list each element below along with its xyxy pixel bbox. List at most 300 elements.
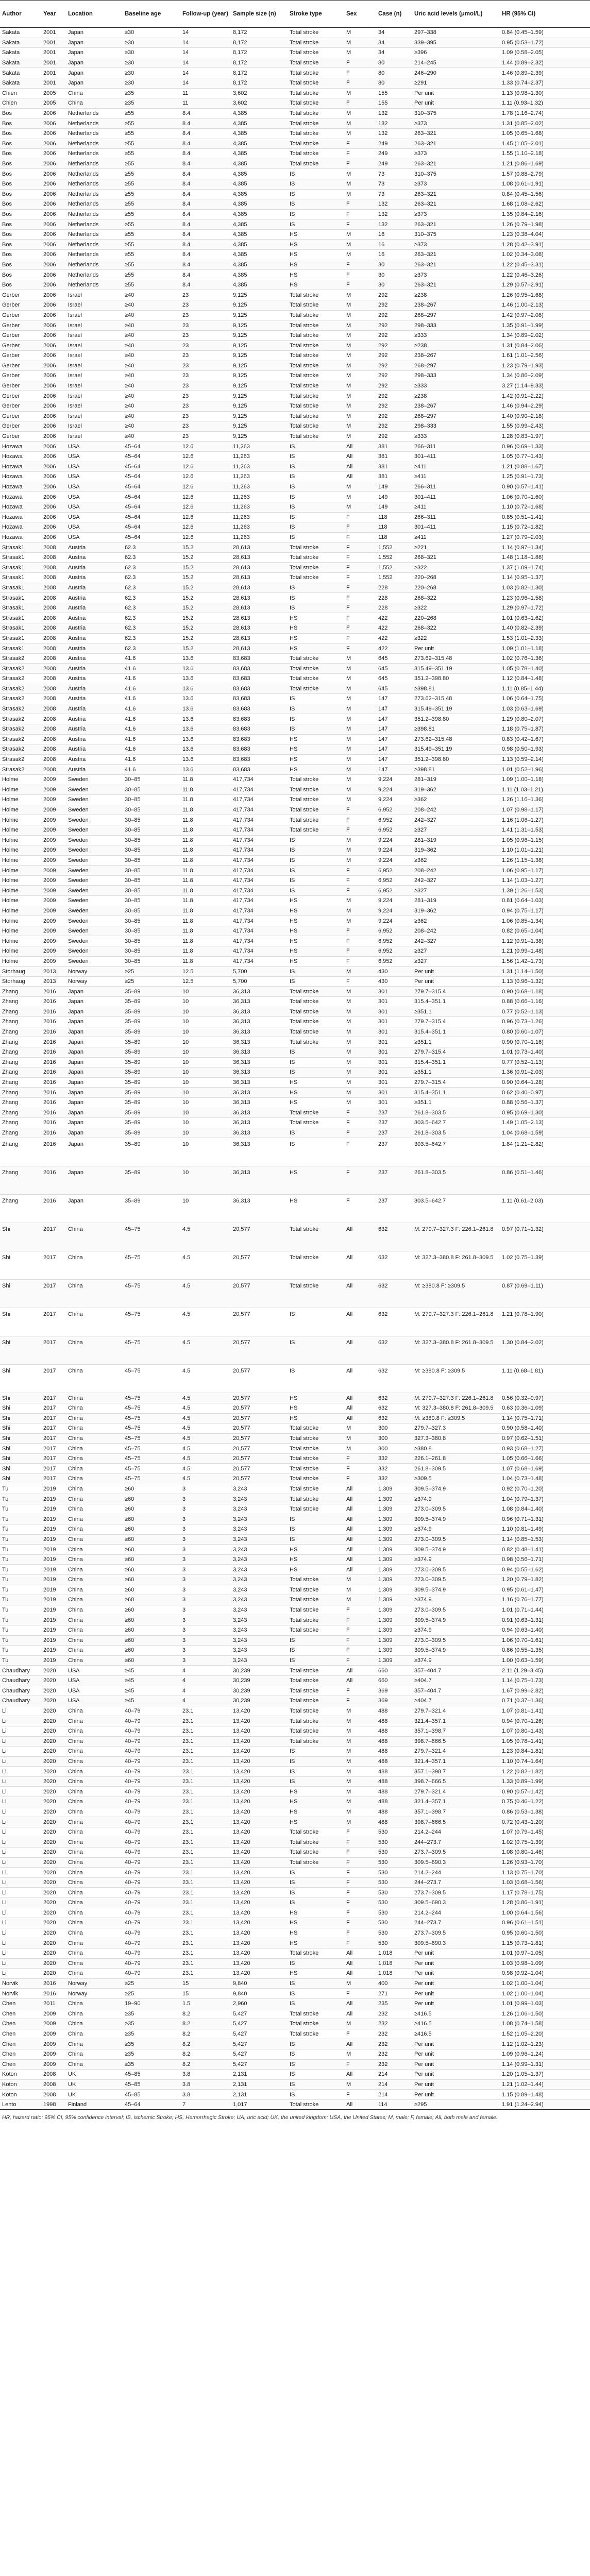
table-row: [0, 1017, 590, 1027]
cell-location: China: [66, 1615, 123, 1625]
cell-baseline-age: ≥40: [123, 361, 180, 371]
table-row: [0, 1928, 590, 1938]
cell-year: 2020: [41, 1958, 66, 1969]
cell-year: 2008: [41, 643, 66, 654]
cell-uric-acid: Per unit: [412, 2090, 500, 2100]
table-row: [0, 754, 590, 765]
cell-location: China: [66, 2019, 123, 2029]
cell-year: 2009: [41, 936, 66, 946]
table-row: [0, 48, 590, 58]
cell-follow-up: 3: [180, 1494, 231, 1504]
cell-stroke-type: Total stroke: [288, 2009, 344, 2019]
cell-author: Tu: [0, 1605, 41, 1615]
cell-location: Sweden: [66, 906, 123, 916]
cell-hr: 1.05 (0.78–1.41): [500, 1736, 590, 1747]
cell-stroke-type: Total stroke: [288, 1736, 344, 1747]
cell-follow-up: 11.8: [180, 946, 231, 957]
cell-baseline-age: ≥60: [123, 1534, 180, 1545]
cell-author: Zhang: [0, 1047, 41, 1057]
table-row: [0, 916, 590, 926]
table-row: [0, 1958, 590, 1969]
cell-location: Austria: [66, 623, 123, 634]
cell-baseline-age: 41.6: [123, 694, 180, 704]
cell-hr: 1.29 (0.57–2.91): [500, 280, 590, 290]
cell-year: 2009: [41, 916, 66, 926]
cell-author: Tu: [0, 1625, 41, 1635]
cell-year: 2016: [41, 1037, 66, 1047]
table-row: [0, 1514, 590, 1524]
cell-follow-up: 12.6: [180, 512, 231, 522]
cell-case: 114: [376, 2099, 412, 2110]
cell-uric-acid: ≥362: [412, 916, 500, 926]
cell-case: 232: [376, 2049, 412, 2059]
cell-location: Finland: [66, 2099, 123, 2110]
cell-year: 2009: [41, 815, 66, 825]
table-body: [0, 28, 590, 2110]
cell-baseline-age: 45–64: [123, 492, 180, 502]
cell-stroke-type: IS: [288, 2039, 344, 2049]
cell-baseline-age: 45–64: [123, 522, 180, 533]
cell-hr: 1.06 (0.85–1.34): [500, 916, 590, 926]
cell-follow-up: 13.6: [180, 674, 231, 684]
cell-hr: 1.40 (0.90–2.18): [500, 411, 590, 421]
table-row: [0, 1403, 590, 1413]
cell-case: 9,224: [376, 896, 412, 906]
cell-year: 2016: [41, 1138, 66, 1166]
cell-year: 2016: [41, 997, 66, 1007]
cell-sample-size: 8,172: [231, 58, 288, 68]
cell-hr: 1.07 (0.81–1.41): [500, 1706, 590, 1716]
cell-hr: 1.01 (0.52–1.96): [500, 765, 590, 775]
cell-location: Japan: [66, 1088, 123, 1098]
table-row: [0, 815, 590, 825]
table-row: [0, 2079, 590, 2090]
table-row: [0, 371, 590, 381]
cell-hr: 0.94 (0.70–1.26): [500, 1716, 590, 1726]
cell-location: UK: [66, 2070, 123, 2080]
cell-author: Shi: [0, 1444, 41, 1454]
cell-uric-acid: 261.8–309.5: [412, 1464, 500, 1474]
cell-author: Tu: [0, 1646, 41, 1656]
cell-author: Zhang: [0, 1027, 41, 1037]
cell-sample-size: 20,577: [231, 1403, 288, 1413]
cell-sample-size: 9,125: [231, 421, 288, 432]
table-row: [0, 482, 590, 492]
cell-case: 422: [376, 613, 412, 623]
cell-follow-up: 7: [180, 2099, 231, 2110]
cell-follow-up: 4.5: [180, 1365, 231, 1393]
cell-sex: M: [344, 108, 376, 118]
cell-follow-up: 15.2: [180, 643, 231, 654]
cell-case: 147: [376, 765, 412, 775]
cell-sample-size: 11,263: [231, 482, 288, 492]
cell-baseline-age: 30–85: [123, 825, 180, 835]
cell-sex: F: [344, 260, 376, 270]
cell-author: Tu: [0, 1534, 41, 1545]
cell-sample-size: 9,125: [231, 381, 288, 391]
cell-hr: 0.94 (0.63–1.40): [500, 1625, 590, 1635]
cell-sample-size: 83,683: [231, 734, 288, 744]
cell-year: 2020: [41, 1807, 66, 1817]
cell-stroke-type: IS: [288, 522, 344, 533]
cell-year: 2009: [41, 825, 66, 835]
table-row: [0, 1195, 590, 1223]
cell-sample-size: 11,263: [231, 532, 288, 543]
cell-stroke-type: HS: [288, 1969, 344, 1979]
cell-author: Shi: [0, 1423, 41, 1434]
cell-case: 235: [376, 1998, 412, 2009]
cell-sample-size: 13,420: [231, 1848, 288, 1858]
cell-stroke-type: Total stroke: [288, 149, 344, 159]
cell-case: 6,952: [376, 866, 412, 876]
cell-baseline-age: 40–79: [123, 1938, 180, 1948]
cell-hr: 1.31 (1.14–1.50): [500, 967, 590, 977]
cell-stroke-type: IS: [288, 451, 344, 462]
cell-follow-up: 11.8: [180, 916, 231, 926]
cell-sex: F: [344, 875, 376, 886]
cell-sex: M: [344, 1037, 376, 1047]
cell-year: 2020: [41, 1696, 66, 1706]
cell-hr: 1.26 (1.06–1.50): [500, 2009, 590, 2019]
cell-stroke-type: IS: [288, 1978, 344, 1989]
cell-case: 147: [376, 744, 412, 755]
cell-sample-size: 36,313: [231, 1047, 288, 1057]
cell-baseline-age: 40–79: [123, 1776, 180, 1787]
cell-uric-acid: 319–362: [412, 785, 500, 795]
cell-case: 249: [376, 149, 412, 159]
cell-author: Hozawa: [0, 482, 41, 492]
table-row: [0, 845, 590, 856]
cell-uric-acid: ≥238: [412, 391, 500, 401]
cell-baseline-age: ≥35: [123, 2029, 180, 2039]
cell-year: 2020: [41, 1928, 66, 1938]
cell-sample-size: 13,420: [231, 1797, 288, 1807]
cell-year: 2006: [41, 300, 66, 311]
cell-sample-size: 417,734: [231, 886, 288, 896]
cell-sample-size: 9,125: [231, 341, 288, 351]
cell-location: China: [66, 2039, 123, 2049]
cell-author: Strasak2: [0, 734, 41, 744]
cell-follow-up: 13.6: [180, 684, 231, 694]
cell-uric-acid: ≥374.9: [412, 1524, 500, 1535]
cell-uric-acid: ≥322: [412, 563, 500, 573]
cell-sex: All: [344, 1365, 376, 1393]
cell-uric-acid: 244–273.7: [412, 1918, 500, 1928]
cell-sex: M: [344, 896, 376, 906]
cell-follow-up: 10: [180, 1077, 231, 1088]
cell-sample-size: 417,734: [231, 845, 288, 856]
cell-follow-up: 10: [180, 1017, 231, 1027]
cell-year: 2016: [41, 1077, 66, 1088]
cell-hr: 1.07 (0.80–1.43): [500, 1726, 590, 1736]
cell-year: 2006: [41, 320, 66, 331]
cell-baseline-age: 35–89: [123, 987, 180, 997]
cell-year: 2006: [41, 108, 66, 118]
cell-baseline-age: 41.6: [123, 724, 180, 734]
cell-location: Japan: [66, 1077, 123, 1088]
cell-uric-acid: ≥327: [412, 886, 500, 896]
cell-stroke-type: HS: [288, 956, 344, 967]
cell-year: 2016: [41, 1047, 66, 1057]
cell-stroke-type: Total stroke: [288, 1280, 344, 1308]
cell-year: 2006: [41, 139, 66, 149]
cell-author: Gerber: [0, 381, 41, 391]
cell-author: Koton: [0, 2090, 41, 2100]
cell-baseline-age: 45–85: [123, 2070, 180, 2080]
cell-sex: M: [344, 38, 376, 48]
cell-year: 2020: [41, 1877, 66, 1888]
cell-year: 2009: [41, 805, 66, 815]
cell-uric-acid: 238–267: [412, 351, 500, 361]
cell-baseline-age: ≥55: [123, 280, 180, 290]
cell-case: 488: [376, 1706, 412, 1716]
cell-hr: 1.11 (0.68–1.81): [500, 1365, 590, 1393]
cell-case: 332: [376, 1464, 412, 1474]
cell-author: Strasak2: [0, 704, 41, 714]
table-row: [0, 78, 590, 88]
cell-uric-acid: 281–319: [412, 896, 500, 906]
table-row: [0, 714, 590, 724]
cell-uric-acid: 273.7–309.5: [412, 1888, 500, 1898]
cell-sex: All: [344, 1504, 376, 1514]
cell-location: Japan: [66, 38, 123, 48]
cell-follow-up: 10: [180, 1027, 231, 1037]
cell-year: 2020: [41, 1969, 66, 1979]
cell-author: Sakata: [0, 58, 41, 68]
cell-author: Holme: [0, 845, 41, 856]
cell-hr: 1.91 (1.24–2.94): [500, 2099, 590, 2110]
cell-baseline-age: ≥60: [123, 1524, 180, 1535]
table-row: [0, 219, 590, 230]
cell-year: 2008: [41, 724, 66, 734]
cell-stroke-type: Total stroke: [288, 411, 344, 421]
cell-follow-up: 10: [180, 1128, 231, 1138]
cell-baseline-age: 62.3: [123, 573, 180, 583]
cell-follow-up: 11: [180, 98, 231, 109]
cell-baseline-age: 35–89: [123, 1118, 180, 1128]
cell-stroke-type: HS: [288, 1393, 344, 1403]
cell-author: Li: [0, 1848, 41, 1858]
cell-hr: 1.21 (0.99–1.48): [500, 946, 590, 957]
cell-sample-size: 4,385: [231, 108, 288, 118]
cell-case: 660: [376, 1675, 412, 1686]
cell-case: 645: [376, 664, 412, 674]
cell-uric-acid: 268–297: [412, 361, 500, 371]
cell-author: Gerber: [0, 391, 41, 401]
cell-hr: 0.88 (0.56–1.37): [500, 1097, 590, 1108]
cell-location: Austria: [66, 583, 123, 593]
cell-location: Israel: [66, 330, 123, 341]
cell-sample-size: 9,125: [231, 401, 288, 411]
cell-sex: F: [344, 886, 376, 896]
table-row: [0, 744, 590, 755]
cell-sample-size: 5,427: [231, 2039, 288, 2049]
table-row: [0, 1280, 590, 1308]
cell-case: 73: [376, 169, 412, 179]
cell-case: 632: [376, 1280, 412, 1308]
table-row: [0, 552, 590, 563]
table-row: [0, 956, 590, 967]
cell-author: Holme: [0, 815, 41, 825]
cell-sample-size: 4,385: [231, 260, 288, 270]
cell-baseline-age: 45–75: [123, 1251, 180, 1280]
cell-year: 2006: [41, 149, 66, 159]
cell-author: Li: [0, 1877, 41, 1888]
cell-year: 2019: [41, 1585, 66, 1595]
cell-uric-acid: 208–242: [412, 866, 500, 876]
cell-baseline-age: 40–79: [123, 1948, 180, 1958]
cell-sample-size: 28,613: [231, 643, 288, 654]
cell-hr: 0.90 (0.70–1.16): [500, 1037, 590, 1047]
cell-follow-up: 4.5: [180, 1453, 231, 1464]
cell-stroke-type: Total stroke: [288, 1837, 344, 1848]
cell-case: 1,552: [376, 573, 412, 583]
cell-sample-size: 11,263: [231, 522, 288, 533]
cell-baseline-age: 41.6: [123, 734, 180, 744]
cell-author: Shi: [0, 1453, 41, 1464]
cell-hr: 1.46 (1.00–2.13): [500, 300, 590, 311]
cell-uric-acid: 268–322: [412, 593, 500, 603]
cell-location: Japan: [66, 1128, 123, 1138]
cell-sex: F: [344, 1615, 376, 1625]
cell-baseline-age: 40–79: [123, 1767, 180, 1777]
cell-year: 2016: [41, 1067, 66, 1078]
cell-sample-size: 13,420: [231, 1706, 288, 1716]
cell-case: 73: [376, 189, 412, 199]
cell-follow-up: 10: [180, 1037, 231, 1047]
cell-author: Bos: [0, 108, 41, 118]
cell-sample-size: 3,243: [231, 1615, 288, 1625]
cell-year: 2006: [41, 492, 66, 502]
table-row: [0, 1474, 590, 1484]
cell-stroke-type: Total stroke: [288, 78, 344, 88]
cell-sample-size: 5,427: [231, 2059, 288, 2070]
cell-sex: M: [344, 381, 376, 391]
cell-stroke-type: IS: [288, 482, 344, 492]
cell-case: 301: [376, 1007, 412, 1017]
cell-year: 2009: [41, 845, 66, 856]
cell-location: China: [66, 1433, 123, 1444]
cell-location: Netherlands: [66, 280, 123, 290]
cell-hr: 0.81 (0.64–1.03): [500, 896, 590, 906]
cell-sample-size: 3,243: [231, 1554, 288, 1565]
cell-follow-up: 3: [180, 1585, 231, 1595]
cell-follow-up: 10: [180, 1118, 231, 1128]
cell-case: 488: [376, 1716, 412, 1726]
cell-baseline-age: 35–89: [123, 1128, 180, 1138]
cell-stroke-type: Total stroke: [288, 1726, 344, 1736]
cell-sample-size: 3,243: [231, 1625, 288, 1635]
table-row: [0, 260, 590, 270]
cell-sex: F: [344, 1464, 376, 1474]
cell-follow-up: 23.1: [180, 1736, 231, 1747]
cell-follow-up: 12.6: [180, 522, 231, 533]
cell-follow-up: 23: [180, 411, 231, 421]
cell-location: Austria: [66, 603, 123, 613]
cell-follow-up: 13.6: [180, 714, 231, 724]
table-row: [0, 997, 590, 1007]
cell-location: China: [66, 1595, 123, 1605]
cell-follow-up: 4.5: [180, 1251, 231, 1280]
cell-hr: 1.30 (0.84–2.02): [500, 1336, 590, 1365]
cell-stroke-type: Total stroke: [288, 1251, 344, 1280]
cell-case: 237: [376, 1118, 412, 1128]
cell-location: Austria: [66, 734, 123, 744]
table-row: [0, 1413, 590, 1423]
cell-author: Chen: [0, 2059, 41, 2070]
cell-sample-size: 417,734: [231, 875, 288, 886]
cell-sex: All: [344, 451, 376, 462]
cell-sex: M: [344, 179, 376, 189]
cell-uric-acid: 351.2–398.80: [412, 714, 500, 724]
cell-case: 232: [376, 2019, 412, 2029]
cell-uric-acid: Per unit: [412, 2059, 500, 2070]
cell-location: Israel: [66, 431, 123, 442]
cell-baseline-age: 35–89: [123, 1166, 180, 1195]
cell-case: 530: [376, 1827, 412, 1837]
cell-case: 301: [376, 1067, 412, 1078]
cell-stroke-type: IS: [288, 1067, 344, 1078]
cell-year: 2019: [41, 1565, 66, 1575]
cell-uric-acid: 351.2–398.80: [412, 754, 500, 765]
cell-case: 155: [376, 88, 412, 98]
cell-stroke-type: IS: [288, 593, 344, 603]
cell-year: 2008: [41, 714, 66, 724]
cell-uric-acid: 214.2–244: [412, 1868, 500, 1878]
cell-author: Shi: [0, 1433, 41, 1444]
cell-location: Netherlands: [66, 219, 123, 230]
cell-sex: F: [344, 1938, 376, 1948]
cell-stroke-type: Total stroke: [288, 1474, 344, 1484]
cell-stroke-type: HS: [288, 1938, 344, 1948]
cell-stroke-type: Total stroke: [288, 421, 344, 432]
cell-stroke-type: Total stroke: [288, 320, 344, 331]
cell-hr: 1.28 (0.83–1.97): [500, 431, 590, 442]
cell-sample-size: 13,420: [231, 1817, 288, 1827]
cell-hr: 1.42 (0.91–2.22): [500, 391, 590, 401]
cell-year: 2017: [41, 1433, 66, 1444]
cell-sample-size: 3,243: [231, 1655, 288, 1666]
cell-location: China: [66, 1646, 123, 1656]
table-row: [0, 653, 590, 664]
table-row: [0, 38, 590, 48]
cell-sample-size: 8,172: [231, 28, 288, 38]
table-row: [0, 573, 590, 583]
table-row: [0, 684, 590, 694]
cell-follow-up: 4.5: [180, 1336, 231, 1365]
cell-hr: 1.48 (1.18–1.86): [500, 552, 590, 563]
cell-hr: 1.07 (0.68–1.69): [500, 1464, 590, 1474]
cell-hr: 1.01 (0.99–1.03): [500, 1998, 590, 2009]
cell-sex: F: [344, 209, 376, 219]
cell-sex: All: [344, 1280, 376, 1308]
cell-year: 2001: [41, 58, 66, 68]
cell-hr: 1.01 (0.97–1.05): [500, 1948, 590, 1958]
cell-author: Li: [0, 1776, 41, 1787]
cell-hr: 0.95 (0.61–1.47): [500, 1585, 590, 1595]
cell-uric-acid: ≥373: [412, 118, 500, 129]
cell-year: 2008: [41, 674, 66, 684]
cell-uric-acid: 281–319: [412, 774, 500, 785]
cell-stroke-type: Total stroke: [288, 2029, 344, 2039]
cell-sex: M: [344, 361, 376, 371]
cell-hr: 1.55 (0.99–2.43): [500, 421, 590, 432]
table-row: [0, 472, 590, 482]
cell-sex: M: [344, 411, 376, 421]
cell-location: Austria: [66, 754, 123, 765]
cell-uric-acid: Per unit: [412, 2070, 500, 2080]
cell-baseline-age: 40–79: [123, 1716, 180, 1726]
